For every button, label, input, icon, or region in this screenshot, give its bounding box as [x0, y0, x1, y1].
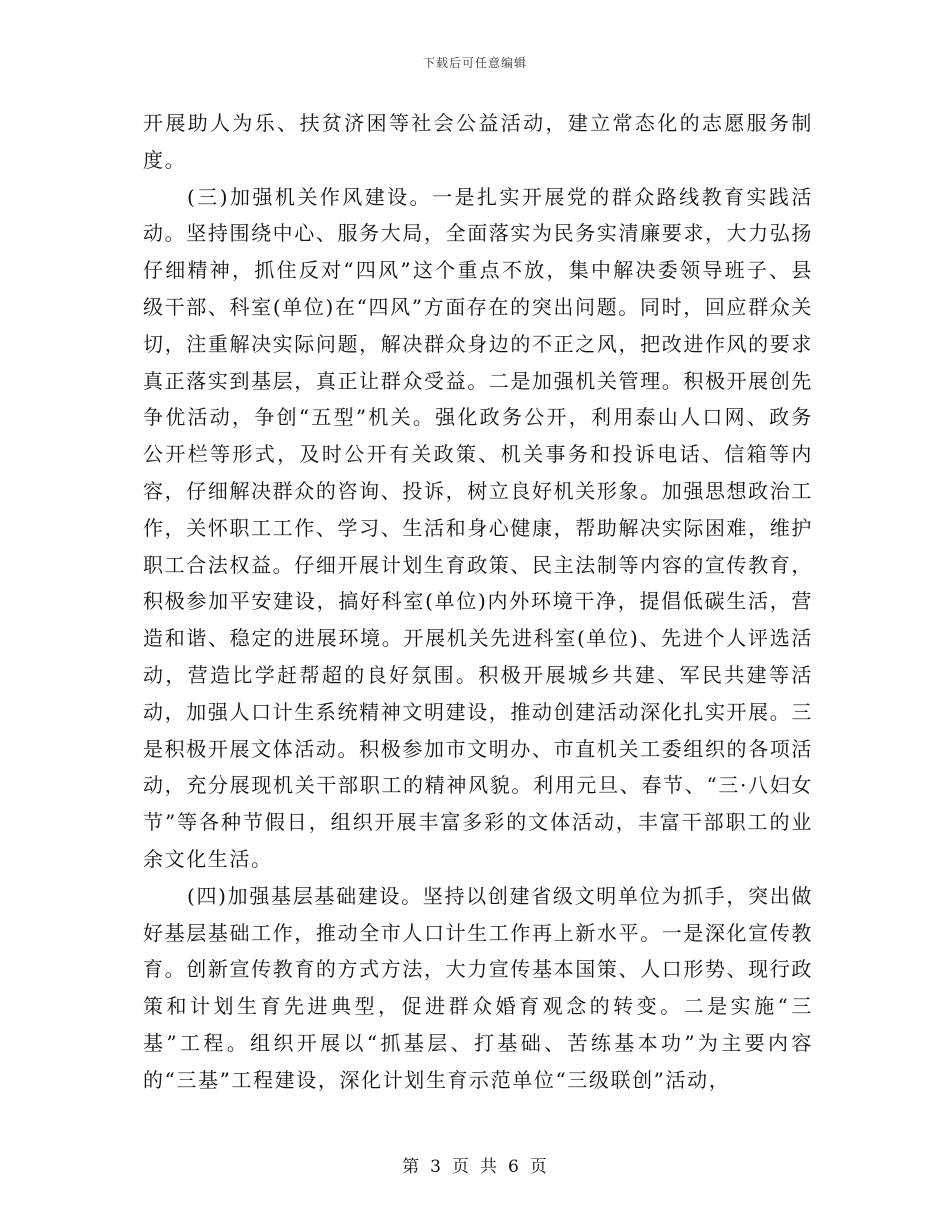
page-footer: [0, 1152, 950, 1177]
paragraph-continuation: 开展助人为乐、扶贫济困等社会公益活动，建立常态化的志愿服务制度。: [143, 111, 813, 172]
page-header: 下载后可任意编辑: [422, 56, 527, 70]
current-page-number: 3: [430, 1157, 442, 1177]
total-label: 共: [480, 1157, 498, 1177]
document-body: [143, 105, 813, 1099]
page-label-prefix: 第: [402, 1157, 421, 1177]
page-label-suffix: 页: [529, 1157, 548, 1177]
paragraph-section-4: (四)加强基层基础建设。坚持以创建省级文明单位为抓手，突出做好基层基础工作，推动全市人口计生工作再上新水平。一是深化宣传教育。创新宣传教育的方式方法，大力宣传基本国策、人口形势、现行政策和计划生育先进典型，促进群众婚育观念的转变。二是实施“三基”工程。组织开展以“抓基层、打基础、苦练基本功”为主要内容的“三基”工程建设，深化计划生育示范单位“三级联创”活动，: [143, 883, 813, 1092]
page-label-mid: 页: [452, 1157, 470, 1177]
total-pages-number: 6: [508, 1157, 520, 1177]
paragraph-section-3: (三)加强机关作风建设。一是扎实开展党的群众路线教育实践活动。坚持围绕中心、服务大局，全面落实为民务实清廉要求，大力弘扬仔细精神，抓住反对“四风”这个重点不放，集中解决委领导班子、县级干部、科室(单位)在“四风”方面存在的突出问题。同时，回应群众关切，注重解决实际问题，解决群众身边的不正之风，把改进作风的要求真正落实到基层，真正让群众受益。二是加强机关管理。积极开展创先争优活动，争创“五型”机关。强化政务公开，利用泰山人口网、政务公开栏等形式，及时公开有关政策、机关事务和投诉电话、信箱等内容，仔细解决群众的咨询、投诉，树立良好机关形象。加强思想政治工作，关怀职工工作、学习、生活和身心健康，帮助解决实际困难，维护职工合法权益。仔细开展计划生育政策、民主法制等内容的宣传教育，积极参加平安建设，搞好科室(单位)内外环境干净，提倡低碳生活，营造和谐、稳定的进展环境。开展机关先进科室(单位)、先进个人评选活动，营造比学赶帮超的良好氛围。积极开展城乡共建、军民共建等活动，加强人口计生系统精神文明建设，推动创建活动深化扎实开展。三是积极开展文体活动。积极参加市文明办、市直机关工委组织的各项活动，充分展现机关干部职工的精神风貌。利用元旦、春节、“三·八妇女节”等各种节假日，组织开展丰富多彩的文体活动，丰富干部职工的业余文化生活。: [143, 184, 813, 871]
